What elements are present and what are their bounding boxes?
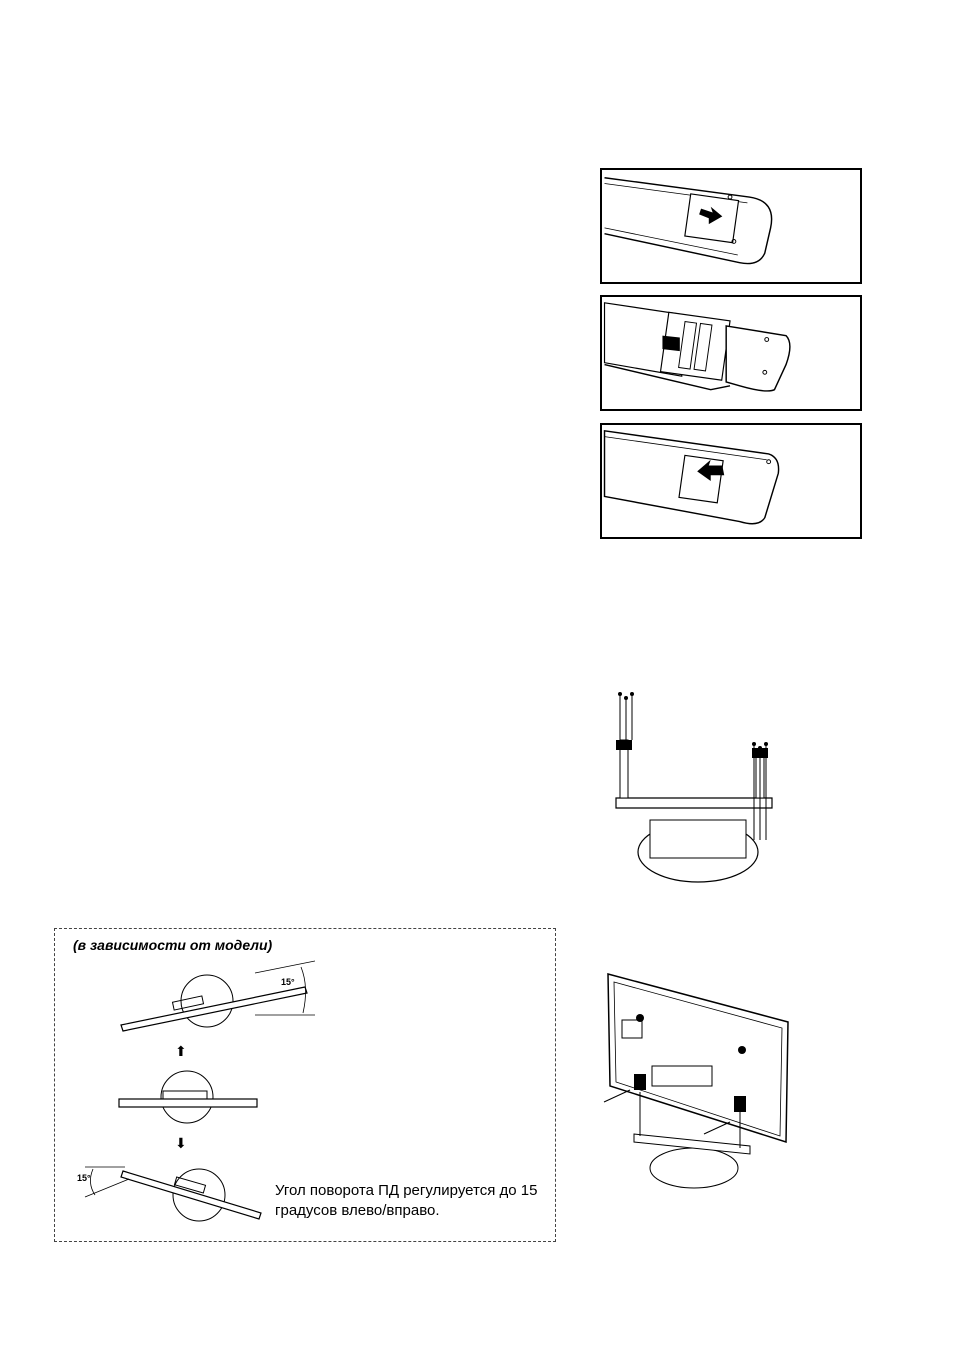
rotation-info-panel [54, 928, 556, 1242]
stand-assembly-illustration [606, 690, 782, 886]
remote-cover-close-illustration [602, 425, 860, 537]
stand-assembly-figure [606, 690, 782, 886]
rotated-tv-right-illustration [65, 1157, 265, 1237]
tv-mount-figure [600, 966, 796, 1196]
rotation-description: Угол поворота ПД регулируется до 15 градусов влево/вправо. [275, 1182, 538, 1219]
remote-step-3-figure [600, 423, 862, 539]
remote-insert-batteries-illustration [602, 297, 860, 409]
tv-mount-on-stand-illustration [600, 966, 796, 1196]
arrow-down-icon: ⬇ [175, 1135, 187, 1151]
arrow-up-icon: ⬆ [175, 1043, 187, 1059]
remote-cover-open-illustration [602, 170, 860, 282]
angle-bottom-label: 15° [77, 1173, 91, 1183]
rotated-tv-left-illustration [115, 957, 315, 1037]
remote-step-1-figure [600, 168, 862, 284]
rotation-panel-title: (в зависимости от модели) [73, 937, 273, 953]
angle-top-label: 15° [281, 977, 295, 987]
remote-step-2-figure [600, 295, 862, 411]
tv-front-position-illustration [115, 1065, 315, 1125]
